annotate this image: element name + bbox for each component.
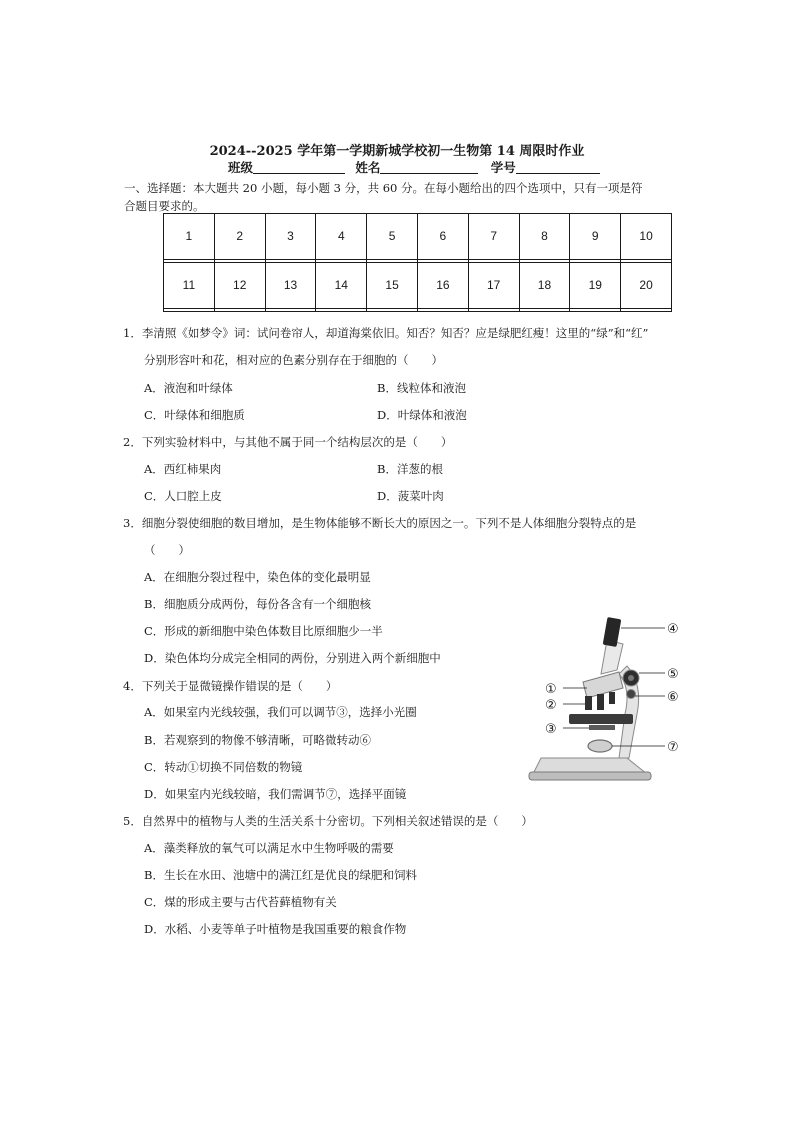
question-1-option-c[interactable]: C．叶绿体和细胞质 — [144, 408, 245, 422]
answer-number-cell: 14 — [316, 263, 367, 309]
answer-number-cell: 4 — [316, 214, 367, 260]
microscope-coarse-knob-center — [628, 675, 634, 681]
question-1-option-a[interactable]: A．液泡和叶绿体 — [144, 381, 233, 395]
microscope-label-1: ① — [545, 682, 557, 697]
question-2-stem: 2．下列实验材料中，与其他不属于同一个结构层次的是（ ） — [123, 435, 453, 449]
question-3-option-c[interactable]: C．形成的新细胞中染色体数目比原细胞少一半 — [144, 624, 383, 638]
name-blank — [380, 160, 478, 174]
answer-number-cell: 10 — [621, 214, 672, 260]
microscope-label-3: ③ — [545, 722, 557, 737]
microscope-fine-knob — [627, 690, 636, 699]
answer-blank-cell[interactable] — [164, 308, 215, 311]
question-2-option-b[interactable]: B．洋葱的根 — [377, 462, 443, 476]
answer-blank-cell[interactable] — [417, 308, 468, 311]
answer-number-cell: 9 — [570, 214, 621, 260]
class-blank — [253, 160, 345, 174]
microscope-objective-1 — [585, 696, 592, 710]
microscope-objective-2 — [597, 694, 604, 710]
microscope-diaphragm — [589, 725, 615, 730]
answer-blank-row — [164, 308, 672, 311]
answer-number-cell: 20 — [621, 263, 672, 309]
answer-number-cell: 1 — [164, 214, 215, 260]
question-1-stem: 1．李清照《如梦令》词：试问卷帘人，却道海棠依旧。知否？知否？应是绿肥红瘦！这里的“绿”和“红” — [123, 326, 649, 340]
question-3-option-b[interactable]: B．细胞质分成两份，每份各含有一个细胞核 — [144, 597, 371, 611]
class-label: 班级 — [228, 160, 254, 175]
microscope-label-4: ④ — [667, 622, 679, 637]
answer-blank-cell[interactable] — [621, 308, 672, 311]
section-line-2: 合题目要求的。 — [124, 199, 205, 213]
question-2-option-d[interactable]: D．菠菜叶肉 — [377, 489, 444, 503]
section-instructions — [124, 179, 690, 215]
answer-blank-cell[interactable] — [316, 308, 367, 311]
answer-number-cell: 19 — [570, 263, 621, 309]
question-4-option-d[interactable]: D．如果室内光线较暗，我们需调节⑦，选择平面镜 — [144, 787, 407, 801]
question-5-option-b[interactable]: B．生长在水田、池塘中的满江红是优良的绿肥和饲料 — [144, 868, 417, 882]
question-5-option-a[interactable]: A．藻类释放的氧气可以满足水中生物呼吸的需要 — [144, 841, 394, 855]
answer-number-cell: 13 — [265, 263, 316, 309]
answer-number-cell: 5 — [367, 214, 418, 260]
microscope-mirror — [588, 740, 612, 752]
page-title: 2024--2025 学年第一学期新城学校初一生物第 14 周限时作业 — [209, 144, 585, 159]
question-3-option-d[interactable]: D．染色体均分成完全相同的两份，分别进入两个新细胞中 — [144, 651, 441, 665]
question-1-option-b[interactable]: B．线粒体和液泡 — [377, 381, 466, 395]
question-3-stem: 3．细胞分裂使细胞的数目增加，是生物体能够不断长大的原因之一。下列不是人体细胞分裂特点的是 — [123, 516, 637, 530]
answer-number-cell: 8 — [519, 214, 570, 260]
question-5-option-c[interactable]: C．煤的形成主要与古代苔藓植物有关 — [144, 895, 337, 909]
microscope-label-2: ② — [545, 698, 557, 713]
question-2-option-c[interactable]: C．人口腔上皮 — [144, 489, 222, 503]
answer-number-cell: 18 — [519, 263, 570, 309]
microscope-objective-3 — [609, 692, 615, 704]
question-4-option-c[interactable]: C．转动①切换不同倍数的物镜 — [144, 760, 303, 774]
question-3-option-a[interactable]: A．在细胞分裂过程中，染色体的变化最明显 — [144, 570, 371, 584]
microscope-label-7: ⑦ — [667, 740, 679, 755]
answer-number-cell: 11 — [164, 263, 215, 309]
microscope-figure — [527, 614, 687, 786]
answer-number-cell: 16 — [417, 263, 468, 309]
question-5-option-d[interactable]: D．水稻、小麦等单子叶植物是我国重要的粮食作物 — [144, 922, 407, 936]
answer-number-cell: 3 — [265, 214, 316, 260]
question-1-stem-cont: 分别形容叶和花，相对应的色素分别存在于细胞的（ ） — [144, 353, 443, 367]
answer-blank-cell[interactable] — [519, 308, 570, 311]
answer-blank-cell[interactable] — [367, 308, 418, 311]
answer-number-cell: 17 — [468, 263, 519, 309]
answer-number-cell: 2 — [214, 214, 265, 260]
question-4-stem: 4．下列关于显微镜操作错误的是（ ） — [123, 679, 338, 693]
answer-blank-cell[interactable] — [468, 308, 519, 311]
question-5-stem: 5．自然界中的植物与人类的生活关系十分密切。下列相关叙述错误的是（ ） — [123, 814, 533, 828]
question-2-option-a[interactable]: A．西红柿果肉 — [144, 462, 222, 476]
answer-blank-cell[interactable] — [214, 308, 265, 311]
name-label: 姓名 — [355, 160, 381, 175]
answer-number-cell: 15 — [367, 263, 418, 309]
microscope-base-plate — [529, 772, 651, 780]
answer-table — [163, 213, 672, 312]
answer-number-row — [164, 263, 672, 309]
microscope-stage — [569, 714, 633, 724]
id-blank — [516, 160, 600, 174]
answer-number-cell: 12 — [214, 263, 265, 309]
answer-blank-cell[interactable] — [265, 308, 316, 311]
answer-number-cell: 7 — [468, 214, 519, 260]
microscope-label-6: ⑥ — [667, 690, 679, 705]
question-1-option-d[interactable]: D．叶绿体和液泡 — [377, 408, 467, 422]
question-4-option-a[interactable]: A．如果室内光线较强，我们可以调节③，选择小光圈 — [144, 705, 417, 719]
id-label: 学号 — [490, 160, 516, 175]
student-info-row — [228, 158, 600, 176]
question-4-option-b[interactable]: B．若观察到的物像不够清晰，可略微转动⑥ — [144, 733, 371, 747]
section-line-1: 一、选择题：本大题共 20 小题，每小题 3 分，共 60 分。在每小题给出的四个选项中，只有一项是符 — [124, 181, 643, 195]
answer-number-cell: 6 — [417, 214, 468, 260]
answer-blank-cell[interactable] — [570, 308, 621, 311]
answer-number-row — [164, 214, 672, 260]
question-3-stem-cont: （ ） — [144, 543, 190, 557]
microscope-label-5: ⑤ — [667, 667, 679, 682]
